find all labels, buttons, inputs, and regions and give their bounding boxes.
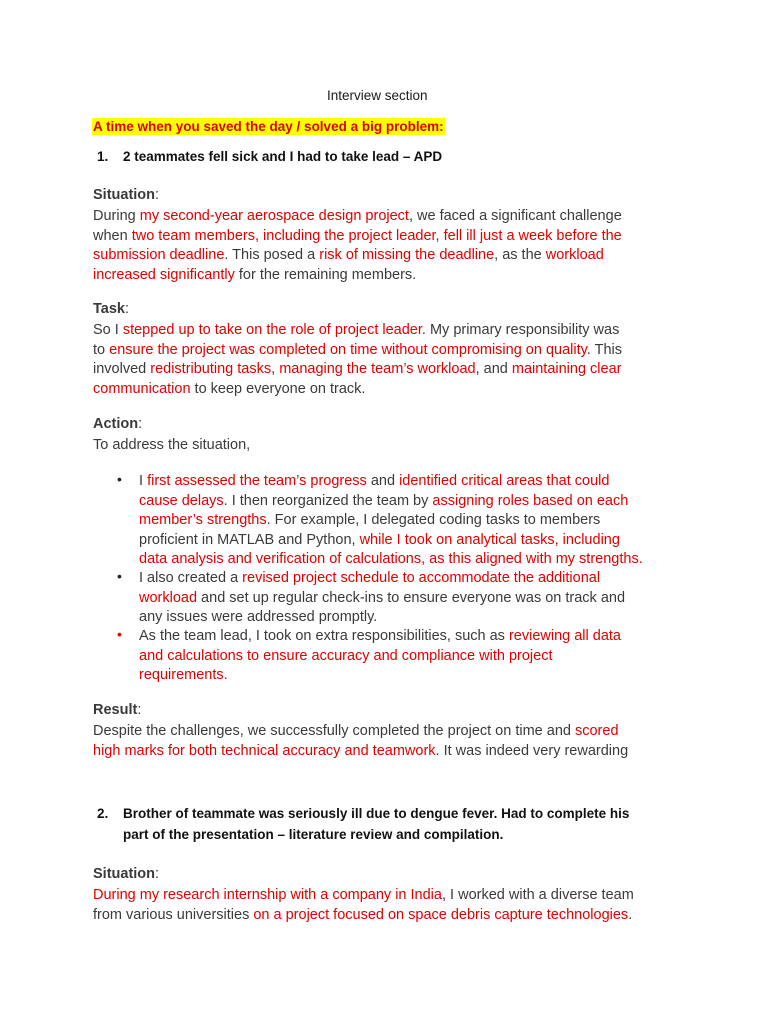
emphasized-text: data analysis and verification of calculations, as this aligned with my strengths. (139, 551, 643, 567)
emphasized-text: assigning roles based on each (432, 492, 629, 509)
text-line (139, 589, 625, 609)
numbered-item-1 (97, 149, 442, 164)
text-line (139, 472, 609, 492)
emphasized-text: my second-year aerospace design project (139, 208, 409, 224)
text-line (139, 569, 600, 589)
bullet-dot-icon: • (117, 626, 122, 642)
text-run: from various universities (93, 906, 254, 923)
text-run: any issues were addressed promptly. (139, 609, 378, 625)
emphasized-text: identified critical areas that could (399, 473, 610, 489)
emphasized-text: maintaining clear (511, 361, 622, 377)
text-run: So I (93, 322, 123, 338)
text-line (93, 341, 622, 361)
emphasized-text: while I took on analytical tasks, including (359, 531, 620, 548)
heading-label: Situation (93, 187, 156, 203)
emphasized-text: requirements. (139, 667, 228, 683)
emphasized-text: stepped up to take on the role of project leader (122, 322, 422, 338)
heading-label: Result (93, 702, 138, 718)
text-run: . This (586, 341, 622, 358)
emphasized-text: workload (139, 589, 198, 606)
text-line (139, 531, 620, 551)
item-number: 2. (97, 806, 109, 821)
emphasized-text: two team members, including the project leader, fell ill just a week before the (131, 227, 622, 244)
text-run: . For example, I delegated coding tasks to members (266, 512, 601, 528)
section-heading (92, 118, 445, 136)
action-intro: To address the situation, (93, 437, 251, 453)
emphasized-text: revised project schedule to accommodate the additional (242, 570, 601, 586)
text-run: and set up regular check-ins to ensure everyone was on track and (197, 589, 626, 606)
text-run: , we faced a significant challenge (408, 208, 622, 224)
emphasized-text: During my research internship with a company in India (93, 887, 442, 903)
emphasized-text: workload (545, 247, 604, 263)
text-line (93, 207, 622, 227)
numbered-item-2 (97, 806, 629, 821)
text-line (139, 647, 552, 667)
emphasized-text: redistributing tasks (150, 361, 272, 377)
text-line (93, 906, 632, 926)
result-heading-1 (93, 702, 141, 718)
text-line (139, 550, 643, 570)
text-run: . My primary responsibility was (421, 322, 620, 338)
heading-colon: : (137, 702, 142, 718)
emphasized-text: on a project focused on space debris capture technologies (253, 906, 629, 923)
text-run: when (93, 227, 132, 244)
emphasized-text: communication (93, 380, 191, 397)
heading-colon: : (155, 866, 160, 882)
emphasized-text: managing the team’s workload (279, 361, 476, 377)
text-run: proficient in MATLAB and Python, (139, 531, 360, 548)
emphasized-text: reviewing all data (508, 628, 621, 644)
emphasized-text: risk of missing the deadline (319, 247, 495, 263)
text-line (93, 722, 619, 742)
text-run: During (93, 208, 140, 224)
text-line (93, 227, 622, 247)
text-run: I also created a (139, 570, 243, 586)
text-run: involved (93, 361, 151, 377)
section-heading-text: A time when you saved the day / solved a big problem: (93, 119, 444, 134)
text-line (139, 627, 621, 647)
text-run: . It was indeed very rewarding (435, 742, 629, 759)
text-line (93, 266, 416, 286)
task-heading-1 (93, 301, 129, 317)
heading-label: Task (93, 301, 125, 317)
emphasized-text: increased significantly (93, 266, 235, 283)
text-run: . (628, 906, 633, 923)
emphasized-text: high marks for both technical accuracy and teamwork (93, 742, 436, 759)
text-line (139, 492, 628, 512)
item-number: 1. (97, 149, 109, 164)
emphasized-text: first assessed the team’s progress (147, 473, 367, 489)
text-run: to (93, 341, 110, 358)
text-line (139, 666, 228, 686)
situation-heading-1 (93, 187, 159, 203)
text-run: to keep everyone on track. (190, 380, 366, 397)
bullet-dot-icon: • (117, 568, 122, 584)
situation-heading-2 (93, 866, 159, 882)
heading-colon: : (155, 187, 160, 203)
text-run: . This posed a (224, 247, 320, 263)
text-run: I (139, 473, 148, 489)
heading-colon: : (138, 416, 143, 432)
heading-label: Situation (93, 866, 156, 882)
text-line (139, 608, 377, 628)
emphasized-text: submission deadline (93, 247, 225, 263)
emphasized-text: and calculations to ensure accuracy and compliance with project (139, 647, 553, 664)
emphasized-text: ensure the project was completed on time without compromising on quality (109, 341, 587, 358)
numbered-item-2-continued: part of the presentation – literature review and compilation. (123, 827, 504, 842)
emphasized-text: scored (574, 723, 619, 739)
bullet-dot-icon: • (117, 471, 122, 487)
text-line (93, 246, 604, 266)
text-run: , and (475, 361, 512, 377)
text-line (93, 380, 365, 400)
text-run: , as the (494, 247, 546, 263)
text-line (93, 742, 628, 762)
document-title: Interview section (327, 88, 428, 103)
text-run: Despite the challenges, we successfully completed the project on time and (93, 723, 575, 739)
emphasized-text: cause delays (139, 492, 224, 509)
action-heading-1 (93, 416, 142, 432)
text-run: , (271, 361, 280, 377)
text-run: for the remaining members. (234, 266, 417, 283)
text-line (139, 511, 600, 531)
text-line (93, 360, 622, 380)
text-run: As the team lead, I took on extra responsibilities, such as (139, 628, 509, 644)
emphasized-text: member’s strengths (139, 512, 267, 528)
text-run: and (366, 473, 400, 489)
heading-label: Action (93, 416, 139, 432)
text-run: . I then reorganized the team by (223, 492, 433, 509)
text-line (93, 886, 634, 906)
item-text: 2 teammates fell sick and I had to take lead – APD (123, 149, 443, 164)
text-line (93, 321, 619, 341)
item-text-line-1: Brother of teammate was seriously ill due to dengue fever. Had to complete his (123, 806, 630, 821)
text-run: , I worked with a diverse team (441, 887, 634, 903)
heading-colon: : (124, 301, 130, 317)
